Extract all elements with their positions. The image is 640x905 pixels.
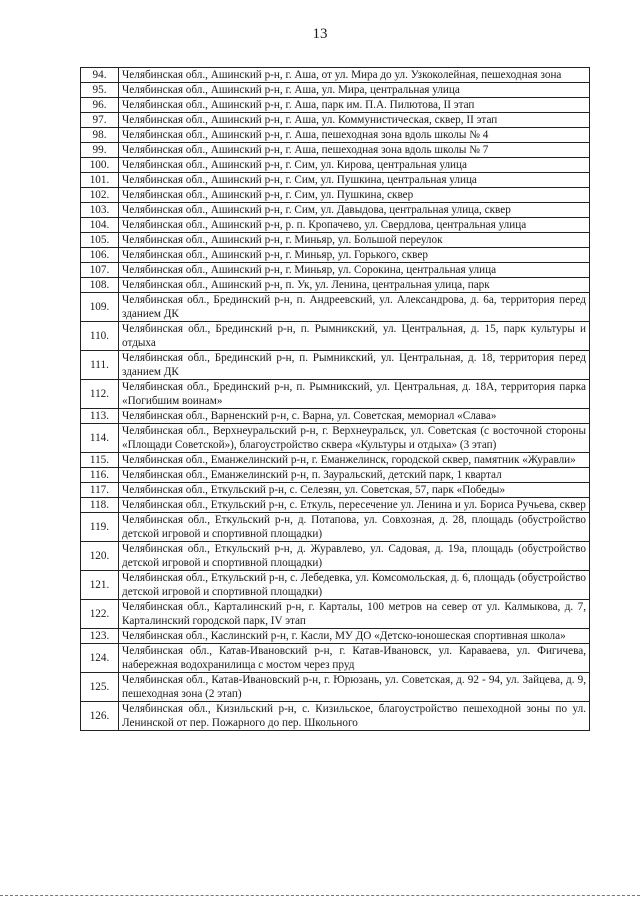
table-row	[81, 483, 590, 498]
row-number: 108.	[81, 278, 119, 293]
table-row	[81, 673, 590, 702]
table-row	[81, 158, 590, 173]
row-address: Челябинская обл., Брединский р-н, п. Андреевский, ул. Александрова, д. 6а, территория перед зданием ДК	[119, 293, 590, 322]
table-row	[81, 188, 590, 203]
row-address: Челябинская обл., Еманжелинский р-н, п. Зауральский, детский парк, 1 квартал	[119, 468, 590, 483]
table-row	[81, 83, 590, 98]
row-address: Челябинская обл., Ашинский р-н, г. Сим, ул. Давыдова, центральная улица, сквер	[119, 203, 590, 218]
row-number: 100.	[81, 158, 119, 173]
table-row	[81, 128, 590, 143]
row-address: Челябинская обл., Верхнеуральский р-н, г. Верхнеуральск, ул. Советская (с восточной стороны «Площади Советской»), благоустройство сквера «Культуры и отдыха» (3 этап)	[119, 424, 590, 453]
row-number: 116.	[81, 468, 119, 483]
row-number: 99.	[81, 143, 119, 158]
table-row	[81, 629, 590, 644]
row-address: Челябинская обл., Ашинский р-н, г. Аша, ул. Мира, центральная улица	[119, 83, 590, 98]
row-address: Челябинская обл., Ашинский р-н, г. Сим, ул. Пушкина, центральная улица	[119, 173, 590, 188]
row-number: 122.	[81, 600, 119, 629]
row-number: 121.	[81, 571, 119, 600]
table-row	[81, 263, 590, 278]
row-number: 109.	[81, 293, 119, 322]
row-number: 102.	[81, 188, 119, 203]
table-row	[81, 293, 590, 322]
row-address: Челябинская обл., Ашинский р-н, г. Миньяр, ул. Сорокина, центральная улица	[119, 263, 590, 278]
row-number: 111.	[81, 351, 119, 380]
row-address: Челябинская обл., Еткульский р-н, д. Потапова, ул. Совхозная, д. 28, площадь (обустройство детской игровой и спортивной площадки)	[119, 513, 590, 542]
row-address: Челябинская обл., Каслинский р-н, г. Касли, МУ ДО «Детско-юношеская спортивная школа»	[119, 629, 590, 644]
row-address: Челябинская обл., Ашинский р-н, г. Аша, пешеходная зона вдоль школы № 4	[119, 128, 590, 143]
row-address: Челябинская обл., Ашинский р-н, г. Миньяр, ул. Большой переулок	[119, 233, 590, 248]
table-row	[81, 380, 590, 409]
row-number: 119.	[81, 513, 119, 542]
row-address: Челябинская обл., Брединский р-н, п. Рымникский, ул. Центральная, д. 15, парк культуры и отдыха	[119, 322, 590, 351]
row-address: Челябинская обл., Еткульский р-н, с. Селезян, ул. Советская, 57, парк «Победы»	[119, 483, 590, 498]
row-number: 104.	[81, 218, 119, 233]
table-row	[81, 278, 590, 293]
table-row	[81, 203, 590, 218]
row-address: Челябинская обл., Кизильский р-н, с. Кизильское, благоустройство пешеходной зоны по ул. Ленинской от пер. Пожарного до пер. Школьного	[119, 702, 590, 731]
table-row	[81, 351, 590, 380]
table-row	[81, 453, 590, 468]
scan-edge-divider	[0, 895, 640, 896]
row-address: Челябинская обл., Ашинский р-н, г. Аша, парк им. П.А. Пилютова, II этап	[119, 98, 590, 113]
row-address: Челябинская обл., Катав-Ивановский р-н, г. Катав-Ивановск, ул. Караваева, ул. Фигичева, набережная водохранилища с мостом через пруд	[119, 644, 590, 673]
table-row	[81, 600, 590, 629]
row-address: Челябинская обл., Еткульский р-н, с. Еткуль, пересечение ул. Ленина и ул. Бориса Ручьева, сквер	[119, 498, 590, 513]
row-number: 124.	[81, 644, 119, 673]
table-row	[81, 248, 590, 263]
row-address: Челябинская обл., Ашинский р-н, п. Ук, ул. Ленина, центральная улица, парк	[119, 278, 590, 293]
table-row	[81, 498, 590, 513]
row-address: Челябинская обл., Ашинский р-н, г. Сим, ул. Пушкина, сквер	[119, 188, 590, 203]
row-number: 125.	[81, 673, 119, 702]
row-number: 96.	[81, 98, 119, 113]
table-row	[81, 409, 590, 424]
territories-table	[80, 67, 590, 731]
row-number: 103.	[81, 203, 119, 218]
table-row	[81, 173, 590, 188]
row-number: 113.	[81, 409, 119, 424]
row-number: 106.	[81, 248, 119, 263]
row-address: Челябинская обл., Варненский р-н, с. Варна, ул. Советская, мемориал «Слава»	[119, 409, 590, 424]
row-address: Челябинская обл., Ашинский р-н, г. Аша, пешеходная зона вдоль школы № 7	[119, 143, 590, 158]
table-row	[81, 218, 590, 233]
row-number: 117.	[81, 483, 119, 498]
row-number: 94.	[81, 68, 119, 83]
row-number: 123.	[81, 629, 119, 644]
table-row	[81, 98, 590, 113]
row-number: 118.	[81, 498, 119, 513]
row-number: 126.	[81, 702, 119, 731]
row-number: 97.	[81, 113, 119, 128]
row-address: Челябинская обл., Катав-Ивановский р-н, г. Юрюзань, ул. Советская, д. 92 - 94, ул. Зайцева, д. 9, пешеходная зона (2 этап)	[119, 673, 590, 702]
table-row	[81, 113, 590, 128]
row-number: 98.	[81, 128, 119, 143]
row-number: 107.	[81, 263, 119, 278]
table-row	[81, 424, 590, 453]
row-number: 110.	[81, 322, 119, 351]
table-row	[81, 322, 590, 351]
row-address: Челябинская обл., Еткульский р-н, с. Лебедевка, ул. Комсомольская, д. 6, площадь (обустройство детской игровой и спортивной площадки)	[119, 571, 590, 600]
row-address: Челябинская обл., Брединский р-н, п. Рымникский, ул. Центральная, д. 18, территория перед зданием ДК	[119, 351, 590, 380]
row-address: Челябинская обл., Карталинский р-н, г. Карталы, 100 метров на север от ул. Калмыкова, д. 7, Карталинский городской парк, IV этап	[119, 600, 590, 629]
row-number: 112.	[81, 380, 119, 409]
row-address: Челябинская обл., Ашинский р-н, р. п. Кропачево, ул. Свердлова, центральная улица	[119, 218, 590, 233]
table-body	[81, 68, 590, 731]
page-number: 13	[312, 26, 328, 42]
table-row	[81, 571, 590, 600]
table-row	[81, 542, 590, 571]
table-row	[81, 143, 590, 158]
row-address: Челябинская обл., Ашинский р-н, г. Миньяр, ул. Горького, сквер	[119, 248, 590, 263]
row-number: 95.	[81, 83, 119, 98]
table-row	[81, 233, 590, 248]
row-address: Челябинская обл., Еманжелинский р-н, г. Еманжелинск, городской сквер, памятник «Журавли»	[119, 453, 590, 468]
row-number: 101.	[81, 173, 119, 188]
table-row	[81, 702, 590, 731]
row-address: Челябинская обл., Ашинский р-н, г. Аша, от ул. Мира до ул. Узкоколейная, пешеходная зона	[119, 68, 590, 83]
row-number: 115.	[81, 453, 119, 468]
table-row	[81, 513, 590, 542]
row-address: Челябинская обл., Еткульский р-н, д. Журавлево, ул. Садовая, д. 19а, площадь (обустройство детской игровой и спортивной площадки)	[119, 542, 590, 571]
table-row	[81, 468, 590, 483]
row-address: Челябинская обл., Брединский р-н, п. Рымникский, ул. Центральная, д. 18А, территория парка «Погибшим воинам»	[119, 380, 590, 409]
table-row	[81, 644, 590, 673]
row-number: 105.	[81, 233, 119, 248]
row-number: 114.	[81, 424, 119, 453]
row-number: 120.	[81, 542, 119, 571]
table-row	[81, 68, 590, 83]
row-address: Челябинская обл., Ашинский р-н, г. Сим, ул. Кирова, центральная улица	[119, 158, 590, 173]
row-address: Челябинская обл., Ашинский р-н, г. Аша, ул. Коммунистическая, сквер, II этап	[119, 113, 590, 128]
